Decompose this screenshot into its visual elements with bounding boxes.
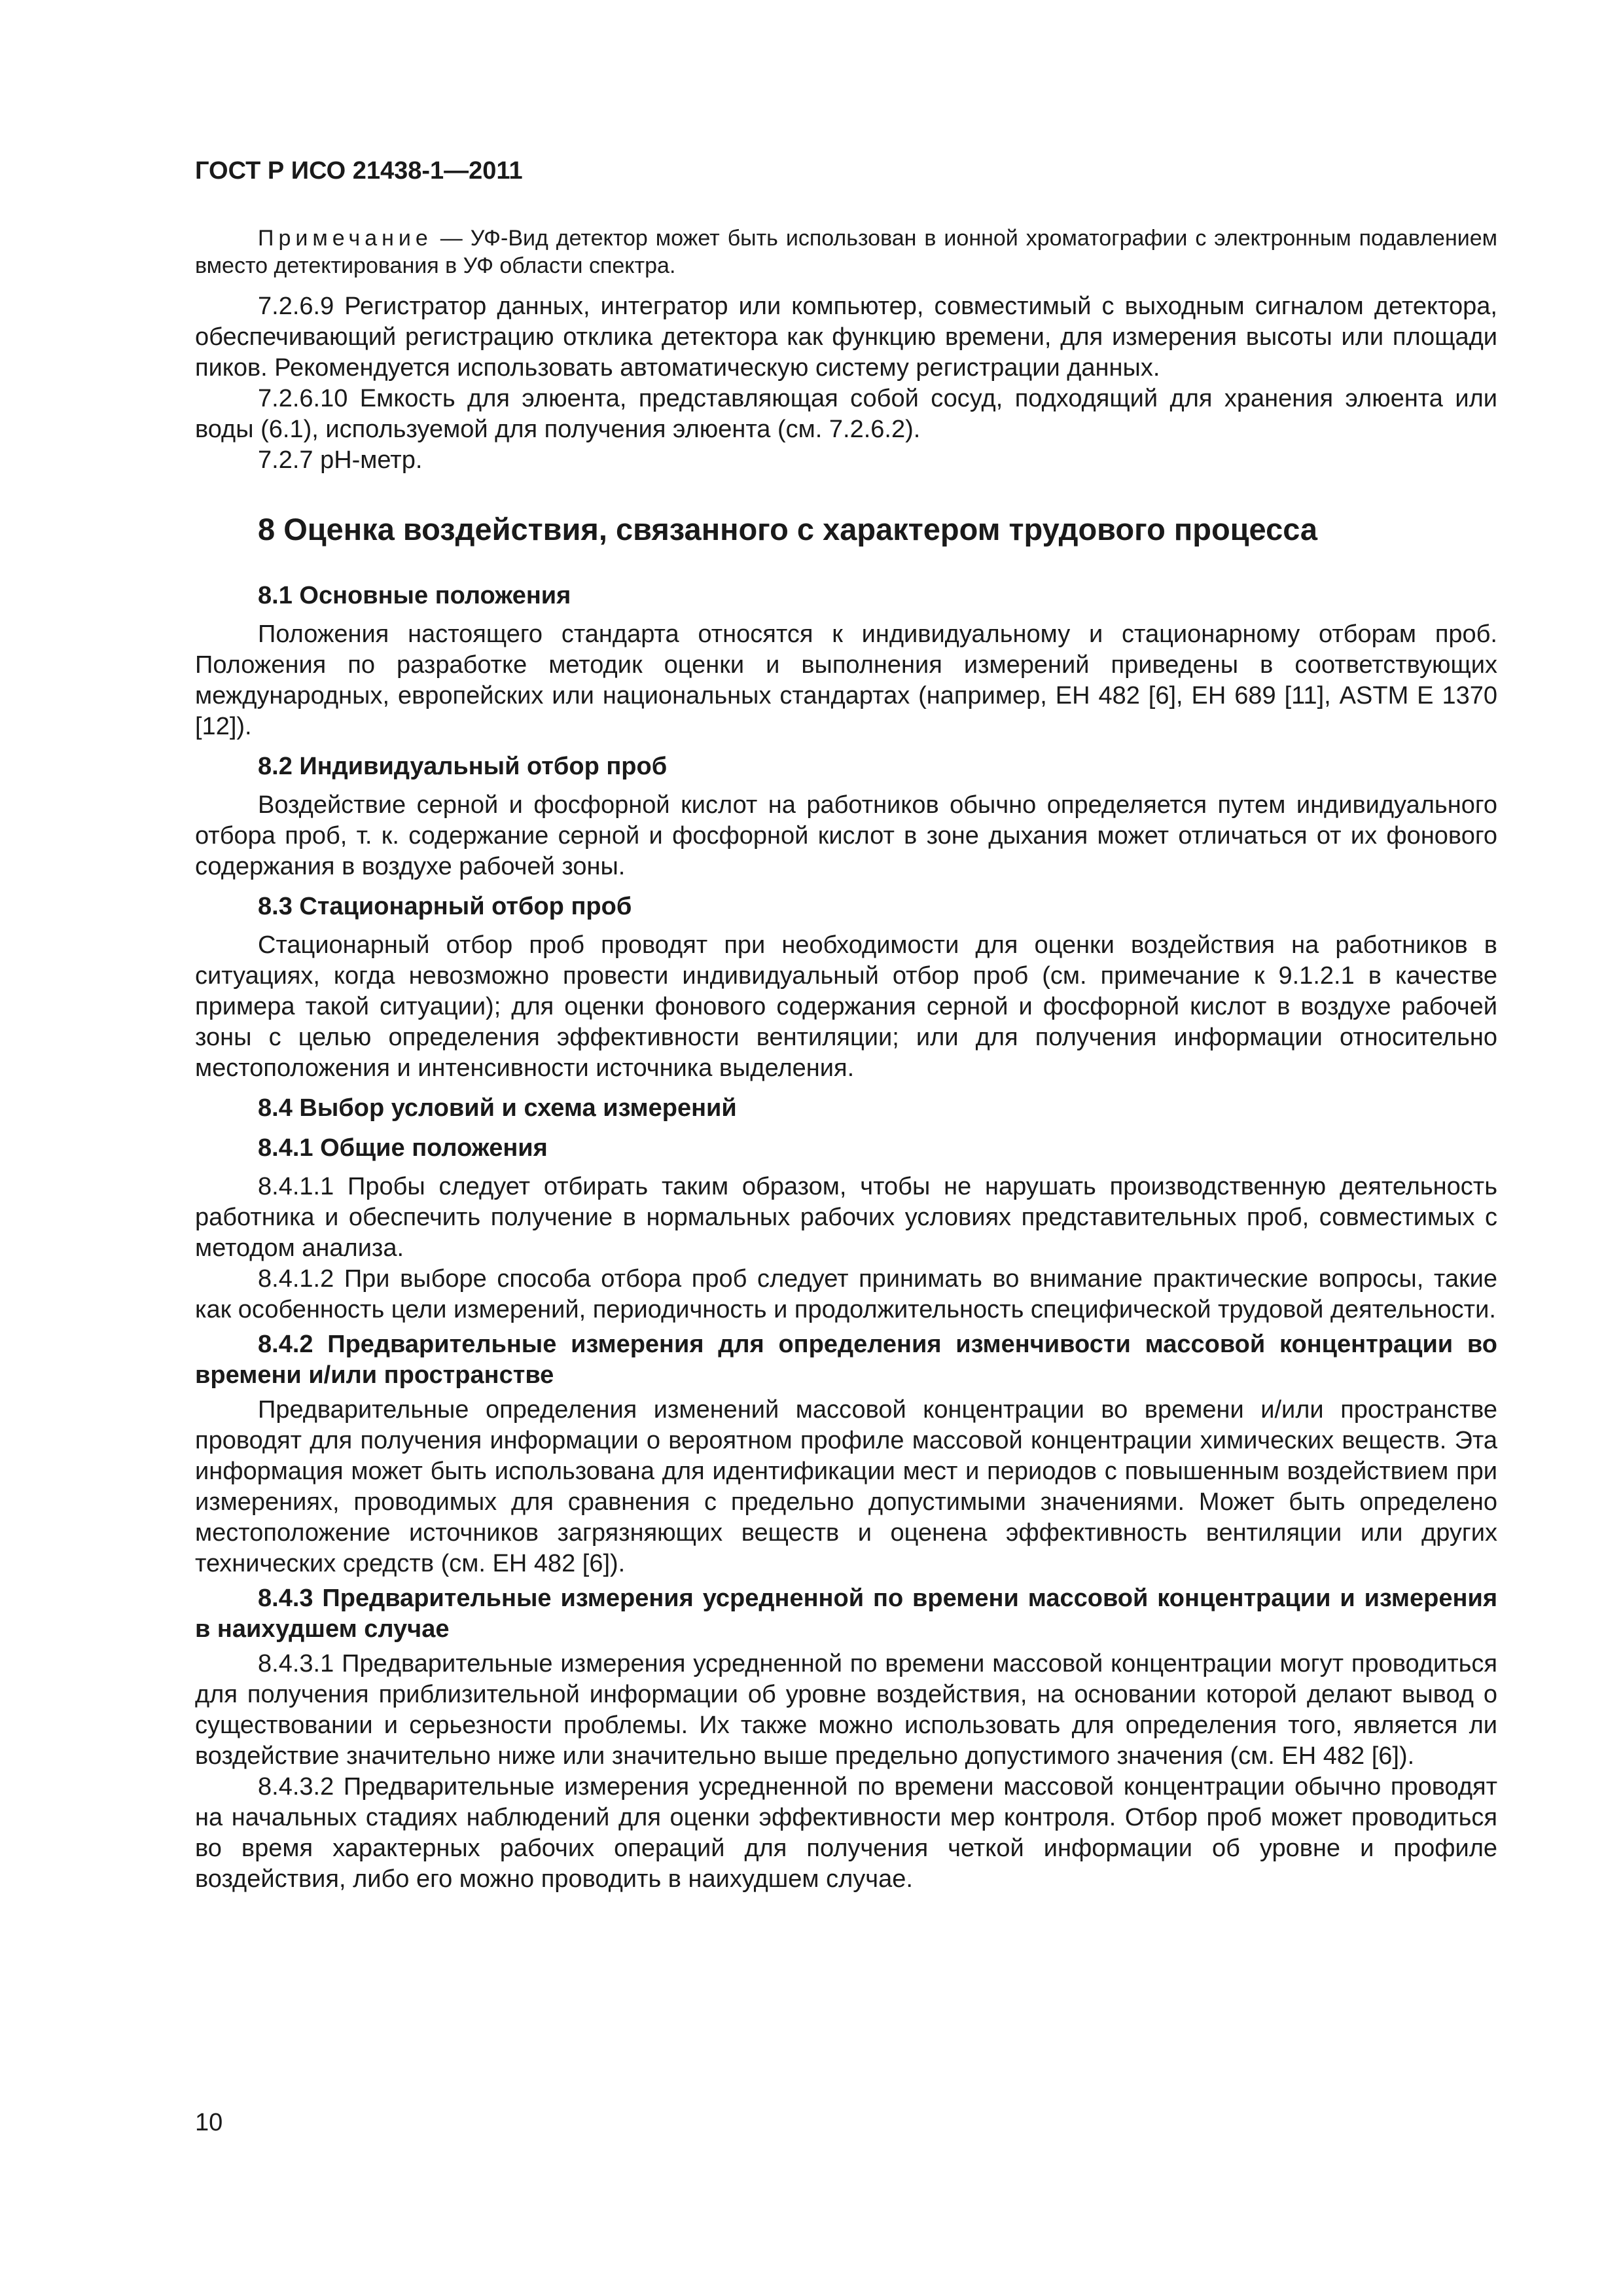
document-page xyxy=(195,156,1497,1895)
heading-8-2: 8.2 Индивидуальный отбор проб xyxy=(258,753,668,780)
heading-8-3: 8.3 Стационарный отбор проб xyxy=(258,893,632,920)
paragraph-8-3: Стационарный отбор проб проводят при необходимости для оценки воздействия на работников в ситуациях, когда невозможно провести индивидуальный отбор проб (см. примечание к 9.1.2.1 в качестве примера такой ситуации); для оценки фонового содержания серной и фосфорной кислот в воздухе рабочей зоны с целью определения эффективности вентиляции; или для получения информации относительно местоположения и интенсивности источника выделения. xyxy=(195,931,1497,1082)
paragraph-8-4-3-2: 8.4.3.2 Предварительные измерения усредненной по времени массовой концентрации обычно проводят на начальных стадиях наблюдений для оценки эффективности мер контроля. Отбор проб может проводиться во время характерных рабочих операций для получения четкой информации об уровне и профиле воздействия, либо его можно проводить в наихудшем случае. xyxy=(195,1773,1497,1893)
paragraph-8-4-2: Предварительные определения изменений массовой концентрации во времени и/или пространстве проводят для получения информации о вероятном профиле массовой концентрации химических веществ. Эта информация может быть использована для идентификации мест и периодов с повышенным воздействием при измерениях, проводимых для сравнения с предельно допустимыми значениями. Может быть определено местоположение источников загрязняющих веществ и оценена эффективность вентиляции или других технических средств (см. ЕН 482 [6]). xyxy=(195,1396,1497,1577)
note-paragraph xyxy=(195,224,1497,279)
paragraph-8-4-3-1: 8.4.3.1 Предварительные измерения усредненной по времени массовой концентрации могут проводиться для получения приблизительной информации об уровне воздействия, на основании которой делают вывод о существовании и серьезности проблемы. Их также можно использовать для определения того, является ли воздействие значительно ниже или значительно выше предельно допустимого значения (см. ЕН 482 [6]). xyxy=(195,1650,1497,1770)
heading-8-4-3: 8.4.3 Предварительные измерения усредненной по времени массовой концентрации и измерения в наихудшем случае xyxy=(195,1585,1497,1643)
note-label: Примечание xyxy=(258,226,433,251)
heading-8-1: 8.1 Основные положения xyxy=(258,582,571,609)
paragraph-8-4-1-2: 8.4.1.2 При выборе способа отбора проб следует принимать во внимание практические вопросы, такие как особенность цели измерений, периодичность и продолжительность специфической трудовой деятельности. xyxy=(195,1265,1497,1323)
page-number: 10 xyxy=(195,2109,223,2136)
heading-8-4-1: 8.4.1 Общие положения xyxy=(258,1134,548,1162)
paragraph-8-1: Положения настоящего стандарта относятся к индивидуальному и стационарному отборам проб. Положения по разработке методик оценки и выполнения измерений приведены в соответствующих международных, европейских или национальных стандартах (например, ЕН 482 [6], ЕН 689 [11], ASTM E 1370 [12]). xyxy=(195,620,1497,740)
section-8-title: 8 Оценка воздействия, связанного с характером трудового процесса xyxy=(258,512,1318,547)
document-header: ГОСТ Р ИСО 21438-1—2011 xyxy=(195,157,523,185)
heading-8-4-2: 8.4.2 Предварительные измерения для определения изменчивости массовой концентрации во времени и/или пространстве xyxy=(195,1331,1497,1389)
paragraph-7-2-6-10: 7.2.6.10 Емкость для элюента, представляющая собой сосуд, подходящий для хранения элюента или воды (6.1), используемой для получения элюента (см. 7.2.6.2). xyxy=(195,385,1497,443)
heading-8-4: 8.4 Выбор условий и схема измерений xyxy=(258,1094,737,1122)
paragraph-8-4-1-1: 8.4.1.1 Пробы следует отбирать таким образом, чтобы не нарушать производственную деятельность работника и обеспечить получение в нормальных рабочих условиях представительных проб, совместимых с методом анализа. xyxy=(195,1173,1497,1262)
paragraph-7-2-7: 7.2.7 pH-метр. xyxy=(258,446,423,474)
note-text: — УФ-Вид детектор может быть использован в ионной хроматографии с электронным подавлением вместо детектирования в УФ области спектра. xyxy=(195,226,1497,278)
paragraph-7-2-6-9: 7.2.6.9 Регистратор данных, интегратор или компьютер, совместимый с выходным сигналом детектора, обеспечивающий регистрацию отклика детектора как функцию времени, для измерения высоты или площади пиков. Рекомендуется использовать автоматическую систему регистрации данных. xyxy=(195,293,1497,382)
paragraph-8-2: Воздействие серной и фосфорной кислот на работников обычно определяется путем индивидуального отбора проб, т. к. содержание серной и фосфорной кислот в зоне дыхания может отличаться от их фонового содержания в воздухе рабочей зоны. xyxy=(195,791,1497,880)
